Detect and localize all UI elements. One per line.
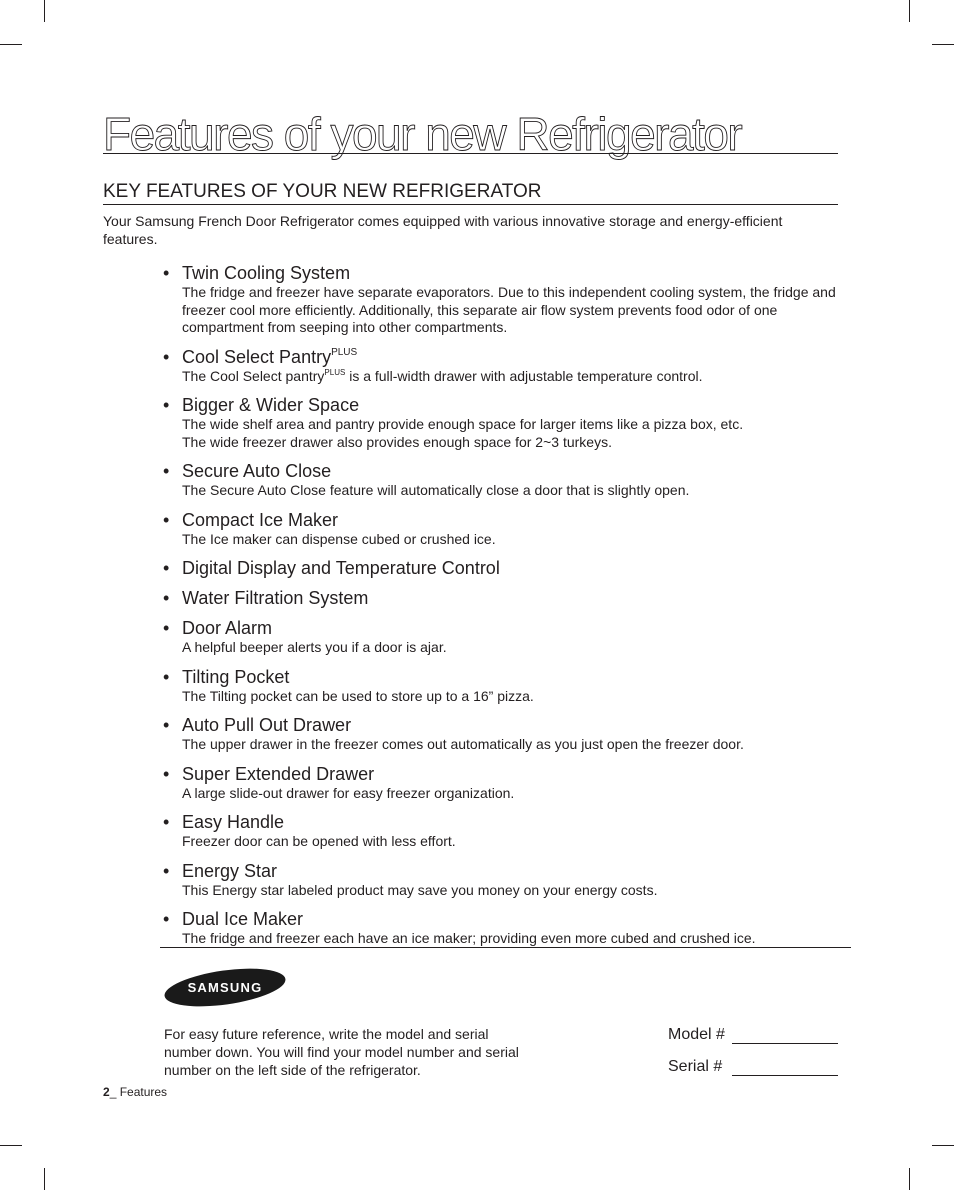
feature-title (182, 394, 853, 416)
feature-description (182, 930, 853, 948)
feature-description (182, 284, 853, 337)
page-section: _ Features (109, 1085, 168, 1099)
bullet-icon: • (163, 812, 170, 832)
feature-item (163, 346, 853, 386)
feature-title (182, 714, 853, 736)
feature-title (182, 262, 853, 284)
feature-title-text: Bigger & Wider Space (182, 395, 360, 415)
bullet-icon: • (163, 763, 170, 784)
feature-title (182, 860, 853, 882)
feature-description (182, 688, 853, 706)
crop-mark (0, 1145, 22, 1146)
feature-item (163, 587, 853, 609)
feature-description (182, 531, 853, 549)
section-heading: KEY FEATURES OF YOUR NEW REFRIGERATOR (103, 180, 838, 205)
feature-description (182, 833, 853, 851)
feature-item (163, 557, 853, 579)
bullet-icon: • (163, 395, 170, 415)
bullet-icon: • (163, 588, 170, 608)
crop-mark (932, 1145, 954, 1146)
feature-item (163, 860, 853, 900)
feature-description-text: A helpful beeper alerts you if a door is ajar. (182, 639, 447, 655)
feature-title-text: Super Extended Drawer (182, 763, 375, 784)
feature-title (182, 460, 853, 482)
model-field[interactable] (668, 1025, 725, 1045)
feature-title-text: Auto Pull Out Drawer (182, 715, 352, 735)
feature-title (182, 557, 853, 579)
feature-title-text: Cool Select Pantry (182, 346, 332, 367)
feature-title (182, 908, 853, 930)
feature-description (182, 416, 853, 434)
serial-field[interactable] (668, 1057, 722, 1077)
feature-title (182, 587, 853, 609)
intro-text: Your Samsung French Door Refrigerator comes equipped with various innovative storage and energy-efficient features. (103, 213, 783, 247)
feature-title (182, 509, 853, 531)
feature-description (182, 368, 853, 386)
page-footer (103, 1084, 167, 1100)
bullet-icon: • (163, 618, 170, 638)
feature-item (163, 811, 853, 851)
samsung-logo (163, 965, 287, 1010)
feature-item (163, 509, 853, 549)
bullet-icon: • (163, 715, 170, 735)
feature-title-text: Secure Auto Close (182, 461, 332, 481)
feature-description-tail: is a full-width drawer with adjustable temperature control. (345, 367, 703, 384)
feature-title-text: Digital Display and Temperature Control (182, 558, 500, 578)
feature-description-text: The upper drawer in the freezer comes out automatically as you just open the freezer door. (182, 736, 744, 752)
crop-mark (44, 1168, 45, 1190)
bullet-icon: • (163, 346, 170, 367)
bullet-icon: • (163, 509, 170, 530)
feature-item (163, 262, 853, 337)
feature-title (182, 666, 853, 688)
feature-item (163, 763, 853, 803)
feature-title (182, 346, 853, 368)
model-blank-line (732, 1043, 838, 1044)
feature-item (163, 714, 853, 754)
feature-list (163, 262, 853, 957)
feature-description-text: This Energy star labeled product may save you money on your energy costs. (182, 881, 658, 898)
feature-description-text: Freezer door can be opened with less effort. (182, 833, 456, 849)
feature-title-text: Tilting Pocket (182, 666, 290, 687)
feature-description-text: The Cool Select pantry (182, 367, 325, 384)
feature-description (182, 482, 853, 500)
feature-description-text: The fridge and freezer each have an ice maker; providing even more cubed and crushed ice. (182, 930, 756, 946)
feature-title-text: Dual Ice Maker (182, 909, 304, 929)
feature-title (182, 811, 853, 833)
feature-description-text: A large slide-out drawer for easy freezer organization. (182, 784, 515, 801)
feature-title-text: Compact Ice Maker (182, 509, 339, 530)
bullet-icon: • (163, 461, 170, 481)
bullet-icon: • (163, 263, 170, 283)
serial-label: Serial # (668, 1058, 723, 1075)
logo-text: SAMSUNG (187, 980, 263, 995)
feature-description-text: The fridge and freezer have separate evaporators. Due to this independent cooling system, the fridge and freezer cool more efficiently. Additionally, this separate air flow system prevents food odor of one compartment from seeping into other compartments. (182, 284, 836, 335)
feature-title-text: Water Filtration System (182, 588, 369, 608)
feature-item (163, 666, 853, 706)
crop-mark (909, 1168, 910, 1190)
crop-mark (909, 0, 910, 22)
feature-item (163, 908, 853, 948)
feature-title-text: Twin Cooling System (182, 263, 351, 283)
feature-item (163, 460, 853, 500)
page-title: Features of your new Refrigerator (103, 108, 838, 154)
crop-mark (932, 44, 954, 45)
bullet-icon: • (163, 909, 170, 929)
reference-note: For easy future reference, write the model and serial number down. You will find your model number and serial number on the left side of the refrigerator. (164, 1026, 519, 1078)
feature-description (182, 882, 853, 900)
bullet-icon: • (163, 666, 170, 687)
serial-blank-line (732, 1075, 838, 1076)
footer-divider (160, 947, 851, 948)
feature-title-text: Door Alarm (182, 618, 273, 638)
feature-item (163, 394, 853, 451)
feature-description-text: The Tilting pocket can be used to store up to a 16” pizza. (182, 687, 534, 704)
feature-description-text: The Secure Auto Close feature will automatically close a door that is slightly open. (182, 482, 690, 498)
feature-title (182, 763, 853, 785)
feature-description: The wide freezer drawer also provides enough space for 2~3 turkeys. (182, 433, 612, 450)
crop-mark (44, 0, 45, 22)
feature-title-superscript: PLUS (331, 346, 358, 358)
feature-description-text: The wide shelf area and pantry provide enough space for larger items like a pizza box, etc. (182, 416, 744, 432)
bullet-icon: • (163, 860, 170, 881)
feature-description (182, 736, 853, 754)
bullet-icon: • (163, 558, 170, 578)
feature-description-text: The Ice maker can dispense cubed or crushed ice. (182, 530, 496, 547)
feature-description-superscript: PLUS (324, 367, 346, 377)
crop-mark (0, 44, 22, 45)
feature-description (182, 785, 853, 803)
feature-description (182, 639, 853, 657)
feature-title-text: Energy Star (182, 860, 278, 881)
feature-title (182, 617, 853, 639)
model-label: Model # (668, 1026, 725, 1043)
feature-title-text: Easy Handle (182, 812, 285, 832)
feature-item (163, 617, 853, 657)
page-number: 2 (103, 1085, 110, 1099)
